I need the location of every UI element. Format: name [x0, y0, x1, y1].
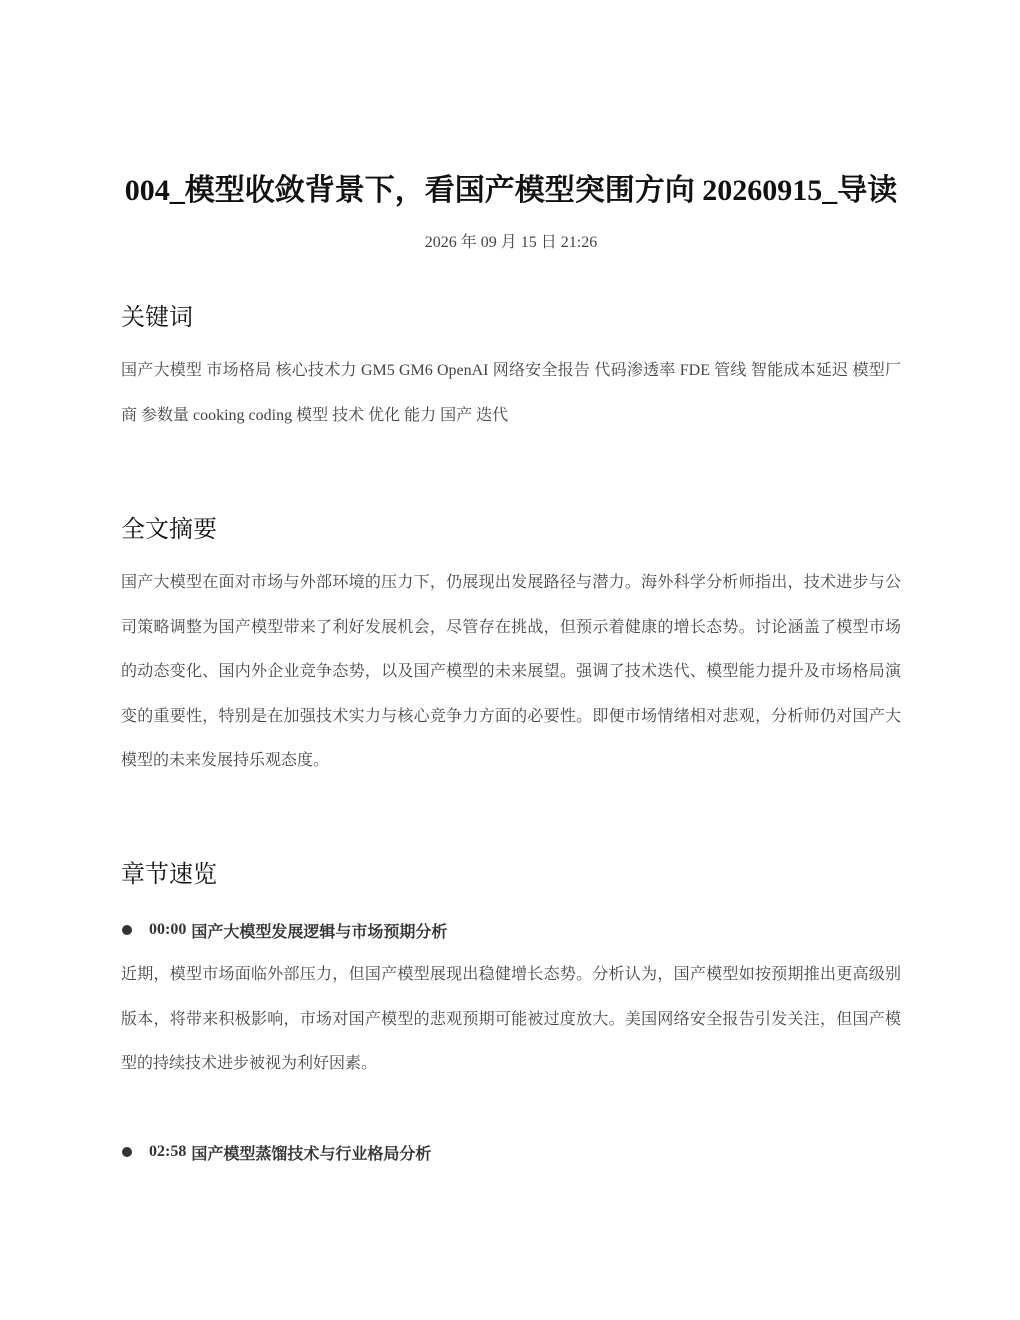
- summary-text: 国产大模型在面对市场与外部环境的压力下，仍展现出发展路径与潜力。海外科学分析师指出，技术进步与公司策略调整为国产模型带来了利好发展机会，尽管存在挑战，但预示着健康的增长态势。讨论涵盖了模型市场的动态变化、国内外企业竞争态势，以及国产模型的未来展望。强调了技术迭代、模型能力提升及市场格局演变的重要性，特别是在加强技术实力与核心竞争力方面的必要性。即便市场情绪相对悲观，分析师仍对国产大模型的未来发展持乐观态度。: [121, 574, 901, 769]
- bullet-icon: [122, 1147, 132, 1157]
- document-title: 004_模型收敛背景下，看国产模型突围方向 20260915_导读: [124, 174, 898, 208]
- chapter-item: [121, 915, 901, 945]
- chapter-time: 02:58: [149, 1143, 187, 1160]
- keywords-heading: 关键词: [121, 305, 193, 331]
- bullet-icon: [122, 925, 132, 935]
- chapter-time: 00:00: [149, 921, 187, 938]
- chapter-text: 近期，模型市场面临外部压力，但国产模型展现出稳健增长态势。分析认为，国产模型如按预期推出更高级别版本，将带来积极影响，市场对国产模型的悲观预期可能被过度放大。美国网络安全报告引发关注，但国产模型的持续技术进步被视为利好因素。: [121, 966, 901, 1072]
- keywords-text: 国产大模型 市场格局 核心技术力 GM5 GM6 OpenAI 网络安全报告 代码渗透率 FDE 管线 智能成本延迟 模型厂商 参数量 cooking coding 模型 技术 优化 能力 国产 迭代: [121, 362, 901, 424]
- chapter-title: 国产大模型发展逻辑与市场预期分析: [191, 923, 448, 941]
- chapters-heading: 章节速览: [121, 862, 217, 888]
- document-date: 2026 年 09 月 15 日 21:26: [424, 234, 598, 251]
- summary-heading: 全文摘要: [121, 517, 217, 543]
- chapter-title: 国产模型蒸馏技术与行业格局分析: [191, 1145, 432, 1163]
- chapter-item: [121, 1137, 901, 1167]
